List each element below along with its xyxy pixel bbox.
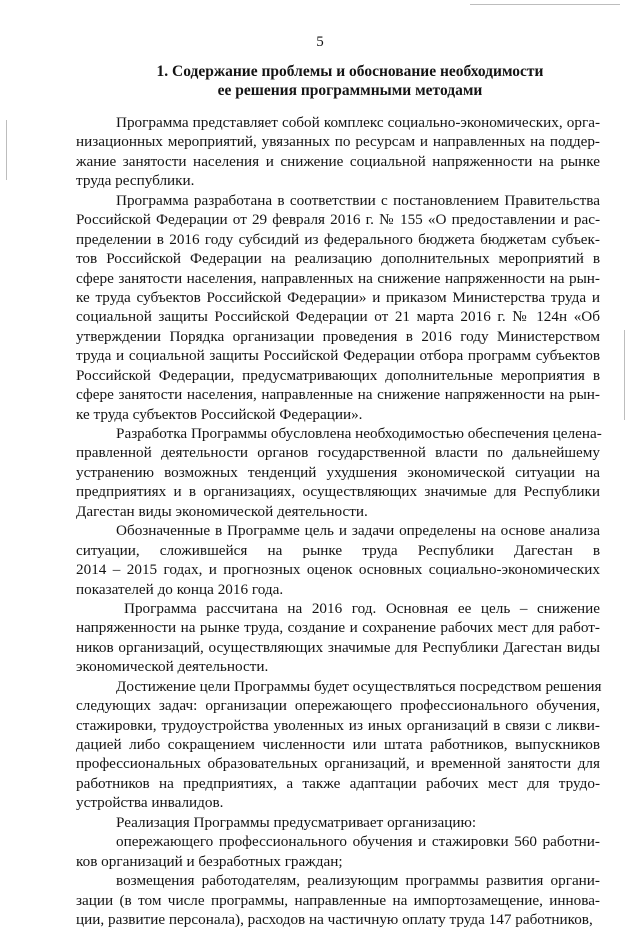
text-line: правленной деятельности органов государственной власти по дальнейшему [76, 444, 600, 462]
text-line: Достижение цели Программы будет осуществляться посредством решения [116, 677, 602, 695]
text-line: сфере занятости населения, направленных на снижение напряженности на рын- [76, 269, 600, 287]
paragraph [76, 677, 600, 813]
paragraph [76, 521, 600, 599]
paragraph [76, 813, 600, 832]
text-line: Дагестан виды экономической деятельности. [76, 502, 368, 520]
text-line: опережающего профессионального обучения и стажировки 560 работни- [116, 833, 600, 851]
text-line: 2014 – 2015 годах, и прогнозных оценок основных социально-экономических [76, 561, 600, 579]
text-line: Российской Федерации, предусматривающих дополнительные мероприятия в [76, 366, 600, 384]
text-line: зации (в том числе программы, направленные на импортозамещение, иннова- [76, 891, 600, 909]
text-line: ситуации, сложившейся на рынке труда Республики Дагестан в [76, 541, 600, 559]
section-heading-line: ее решения программными методами [217, 82, 483, 99]
page-number: 5 [316, 34, 324, 50]
text-line: напряженности на рынке труда, создание и сохранение рабочих мест для работ- [76, 619, 600, 637]
text-line: Российской Федерации от 29 февраля 2016 г. № 155 «О предоставлении и рас- [76, 211, 600, 229]
text-line: труда республики. [76, 172, 195, 190]
paragraph [76, 832, 600, 871]
text-line: труда и социальной защиты Российской Федерации отбора программ субъектов [76, 347, 600, 365]
text-line: устройства инвалидов. [76, 794, 224, 812]
scan-artifact [470, 4, 620, 5]
section-heading [90, 62, 610, 100]
text-line: ке труда субъектов Российской Федерации» и приказом Министерства труда и [76, 288, 600, 306]
text-line: низационных мероприятий, увязанных по ресурсам и направленных на поддер- [76, 133, 600, 151]
text-line: Программа разработана в соответствии с постановлением Правительства [116, 191, 600, 209]
paragraph [76, 599, 600, 677]
paragraph [76, 113, 600, 191]
text-line: дацией либо сокращением численности или штата работников, выпускников [76, 736, 600, 753]
text-line: предприятиях и в организациях, осуществляющих значимые для Республики [76, 483, 600, 501]
text-line: возмещения работодателям, реализующим программы развития органи- [116, 872, 600, 890]
text-line: пределении в 2016 году субсидий из федерального бюджета бюджетам субъек- [76, 230, 600, 248]
scan-artifact [6, 120, 7, 180]
paragraph [76, 871, 600, 929]
text-line: устранению возможных тенденций ухудшения экономической ситуации на [76, 463, 600, 481]
text-line: Разработка Программы обусловлена необходимостью обеспечения целена- [116, 425, 602, 442]
text-line: Реализация Программы предусматривает организацию: [116, 813, 477, 831]
text-line: следующих задач: организации опережающего профессионального обучения, [76, 697, 600, 715]
document-body [76, 113, 600, 929]
text-line: жание занятости населения и снижение социальной напряженности на рынке [76, 152, 600, 170]
text-line: утверждении Порядка организации проведения в 2016 году Министерством [76, 327, 600, 345]
paragraph [76, 424, 600, 521]
text-line: показателей до конца 2016 года. [76, 580, 284, 598]
paragraph [76, 191, 600, 424]
text-line: ков организаций и безработных граждан; [76, 852, 343, 870]
section-heading-line: 1. Содержание проблемы и обоснование необходимости [156, 63, 544, 80]
text-line: ции, развитие персонала), расходов на частичную оплату труда 147 работников, [76, 910, 593, 928]
text-line: стажировки, трудоустройства уволенных из иных организаций в связи с ликви- [76, 716, 600, 734]
scan-artifact [624, 330, 625, 420]
text-line: тов Российской Федерации на реализацию дополнительных мероприятий в [76, 250, 600, 268]
text-line: Обозначенные в Программе цель и задачи определены на основе анализа [116, 522, 600, 540]
text-line: ников организаций, осуществляющих значимые для Республики Дагестан виды [76, 638, 600, 656]
text-line: сфере занятости населения, направленные на снижение напряженности на рын- [76, 386, 600, 404]
text-line: Программа рассчитана на 2016 год. Основная ее цель – снижение [124, 599, 600, 617]
text-line: работников на предприятиях, а также адаптации рабочих мест для трудо- [76, 774, 600, 792]
text-line: Программа представляет собой комплекс социально-экономических, орга- [116, 114, 600, 131]
text-line: социальной защиты Российской Федерации от 21 марта 2016 г. № 124н «Об [76, 308, 600, 326]
text-line: экономической деятельности. [76, 658, 269, 676]
text-line: ке труда субъектов Российской Федерации». [76, 405, 363, 423]
text-line: профессиональных образовательных организаций, и временной занятости для [76, 755, 600, 773]
